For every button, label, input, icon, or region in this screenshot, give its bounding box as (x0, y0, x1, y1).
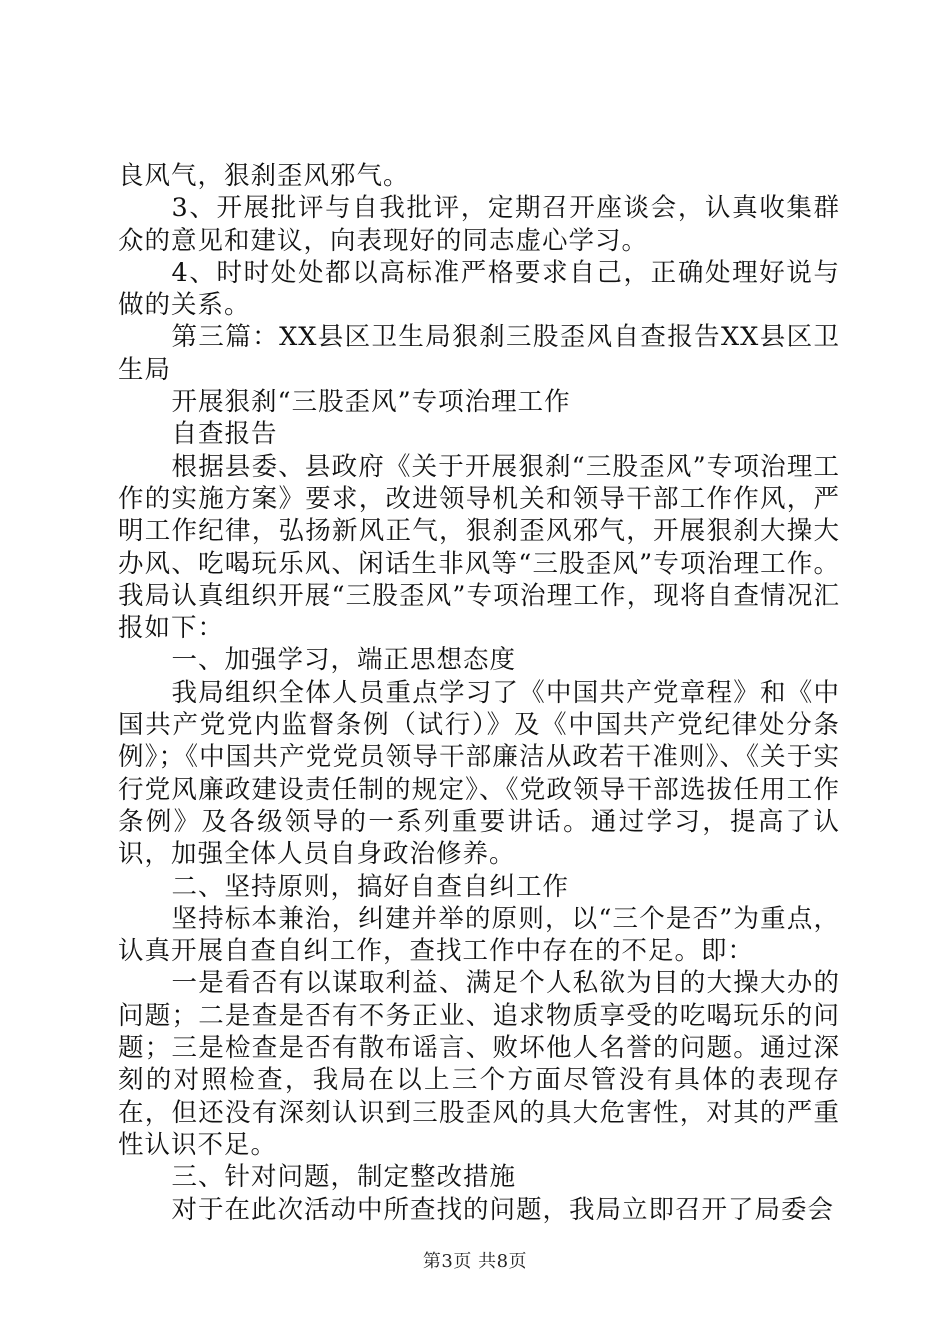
paragraph-intro: 根据县委、县政府《关于开展狠刹“三股歪风”专项治理工作的实施方案》要求，改进领导机关和领导干部工作作风，严明工作纪律，弘扬新风正气，狠刹歪风邪气，开展狠刹大操大办风、吃喝玩乐风、闲话生非风等“三股歪风”专项治理工作。我局认真组织开展“三股歪风”专项治理工作，现将自查情况汇报如下： (118, 451, 840, 644)
paragraph-study: 我局组织全体人员重点学习了《中国共产党章程》和《中国共产党党内监督条例（试行）》及《中国共产党纪律处分条例》；《中国共产党党员领导干部廉洁从政若干准则》、《关于实行党风廉政建设责任制的规定》、《党政领导干部选拔任用工作条例》及各级领导的一系列重要讲话。通过学习，提高了认识，加强全体人员自身政治修养。 (118, 677, 840, 870)
paragraph-2: 3、开展批评与自我批评，定期召开座谈会，认真收集群众的意见和建议，向表现好的同志虚心学习。 (118, 193, 840, 256)
page-footer: 第3页 共8页 (422, 1251, 528, 1272)
paragraph-1: 良风气，狠刹歪风邪气。 (118, 161, 410, 191)
section-title: 第三篇：XX县区卫生局狠刹三股歪风自查报告XX县区卫生局 (118, 322, 840, 385)
heading-three: 三、针对问题，制定整改措施 (171, 1162, 517, 1193)
paragraph-measures: 对于在此次活动中所查找的问题，我局立即召开了局委会 (171, 1194, 835, 1225)
document-body (118, 160, 840, 1226)
report-title-line-1: 开展狠刹“三股歪风”专项治理工作 (171, 387, 571, 418)
heading-two: 二、坚持原则，搞好自查自纠工作 (171, 871, 570, 902)
paragraph-3: 4、时时处处都以高标准严格要求自己，正确处理好说与做的关系。 (118, 257, 840, 321)
paragraph-principle: 坚持标本兼治，纠建并举的原则，以“三个是否”为重点，认真开展自查自纠工作，查找工作中存在的不足。即： (118, 903, 840, 967)
heading-one: 一、加强学习，端正思想态度 (171, 645, 517, 676)
paragraph-inspection: 一是看否有以谋取利益、满足个人私欲为目的大操大办的问题；二是查是否有不务正业、追求物质享受的吃喝玩乐的问题；三是检查是否有散布谣言、败坏他人名誉的问题。通过深刻的对照检查，我局在以上三个方面尽管没有具体的表现存在，但还没有深刻认识到三股歪风的具大危害性，对其的严重性认识不足。 (118, 968, 840, 1160)
report-title-line-2: 自查报告 (171, 419, 278, 450)
